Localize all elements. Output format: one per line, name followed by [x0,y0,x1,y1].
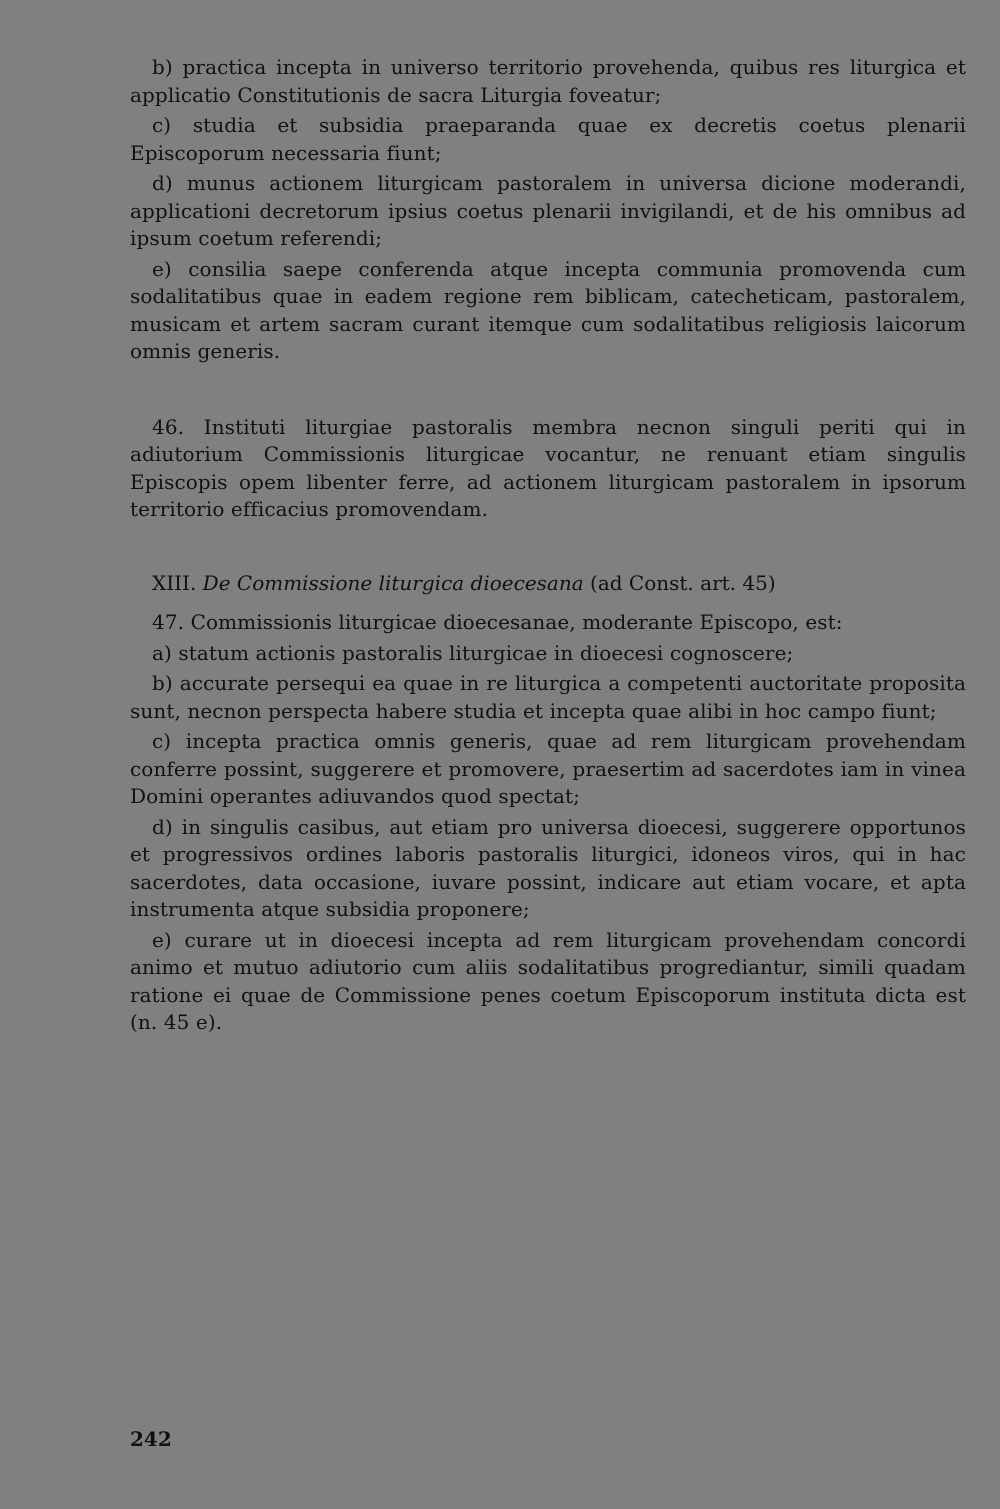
item-47-a: a) statum actionis pastoralis liturgicae in dioecesi cognoscere; [152,640,794,665]
spacer [130,369,966,414]
section-reference: (ad Const. art. 45) [590,570,776,595]
item-45-c: c) studia et subsidia praeparanda quae ex decretis coetus plenarii Episcoporum necessaria fiunt; [130,113,966,165]
section-number: XIII. [152,570,197,595]
paragraph-47-intro: 47. Commissionis liturgicae dioecesanae, moderante Episcopo, est: [152,610,843,634]
item-47-e: e) curare ut in dioecesi incepta ad rem liturgicam provehendam concordi animo et mutuo adiutorio cum aliis sodalitatibus progrediantur, simili quadam ratione ei quae de Commissione penes coetum Episcoporum instituta dicta est (n. 45 e). [130,927,966,1034]
item-45-d: d) munus actionem liturgicam pastoralem in universa dicione moderandi, applicationi decretorum ipsius coetus plenarii invigilandi, et de his omnibus ad ipsum coetum referendi; [130,171,966,250]
item-45-e: e) consilia saepe conferenda atque incepta communia promovenda cum sodalitatibus quae in eadem regione rem biblicam, catecheticam, pastoralem, musicam et artem sacram curant itemque cum sodalitatibus religiosis laicorum omnis generis. [130,256,966,363]
item-45-b: b) practica incepta in universo territorio provehenda, quibus res liturgica et applicatio Constitutionis de sacra Liturgia foveatur; [130,55,966,107]
spacer [130,524,966,570]
page-number: 242 [130,1427,172,1451]
item-47-c: c) incepta practica omnis generis, quae ad rem liturgicam provehendam conferre possint, suggerere et promovere, praesertim ad sacerdotes iam in vinea Domini operantes adiuvandos quod spectat; [130,729,966,808]
section-heading [130,570,966,598]
item-47-d: d) in singulis casibus, aut etiam pro universa dioecesi, suggerere opportunos et progressivos ordines laboris pastoralis liturgici, idoneos viros, qui in hac sacerdotes, data occasione, iuvare possint, indicare aut etiam vocare, et apta instrumenta atque subsidia proponere; [130,814,966,921]
section-title: De Commissione liturgica dioecesana [202,570,584,595]
page-body [130,54,966,1040]
item-47-b: b) accurate persequi ea quae in re liturgica a competenti auctoritate proposita sunt, necnon perspecta habere studia et incepta quae alibi in hoc campo fiunt; [130,671,966,723]
spacer [130,597,966,609]
paragraph-46: 46. Instituti liturgiae pastoralis membra necnon singuli periti qui in adiutorium Commissionis liturgicae vocantur, ne renuant etiam singulis Episcopis opem libenter ferre, ad actionem liturgicam pastoralem in ipsorum territorio efficacius promovendam. [130,414,966,521]
